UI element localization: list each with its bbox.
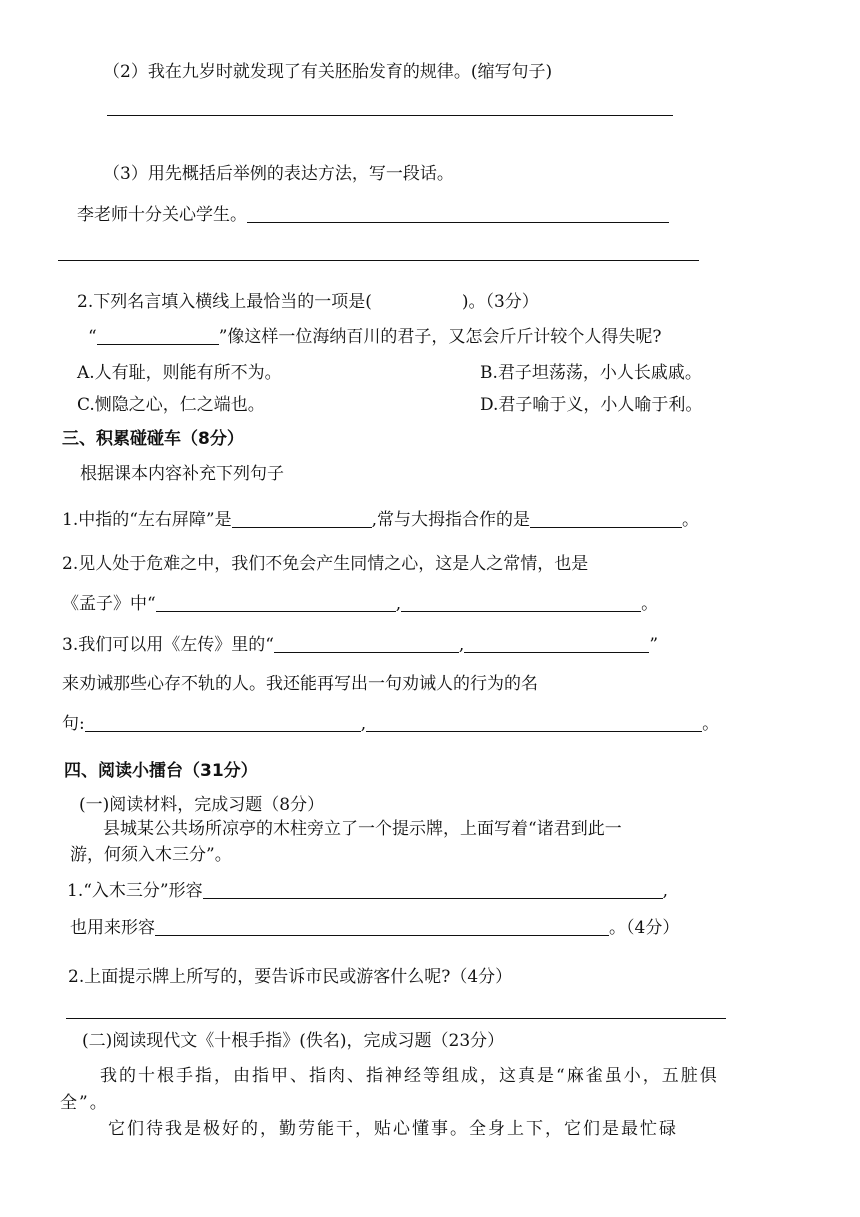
answer-blank[interactable]: [247, 204, 669, 223]
q3-start-sentence: [77, 204, 669, 226]
option-d: D.君子喻于义，小人喻于利。: [480, 395, 703, 415]
section4-title: 四、阅读小擂台（31分）: [64, 761, 258, 781]
r1-q1-text: 1.“入木三分”形容: [67, 881, 203, 901]
answer-blank[interactable]: [530, 509, 682, 528]
q3-start-text: 李老师十分关心学生。: [77, 205, 247, 225]
q3-comma2: ,: [360, 714, 367, 734]
r1-q1-score: 。（4分）: [609, 918, 680, 938]
q3-comma: ,: [458, 635, 465, 655]
r1-q1-comma: ,: [662, 881, 669, 901]
q2-rewrite-prompt: （2）我在九岁时就发现了有关胚胎发育的规律。(缩写句子): [103, 62, 553, 82]
q3-text-a: 3.我们可以用《左传》里的“: [62, 635, 274, 655]
answer-blank[interactable]: [464, 634, 649, 653]
answer-line[interactable]: [107, 115, 673, 116]
proverb-quote-line: [88, 326, 662, 348]
text-line1: 我的十根手指，由指甲、指肉、指神经等组成，这真是“麻雀虽小，五脏俱: [100, 1066, 719, 1086]
section3-title: 三、积累碰碰车（8分）: [62, 429, 244, 449]
proverb-question-stem: [77, 291, 539, 313]
r1-q1-text-b: 也用来形容: [70, 918, 155, 938]
answer-blank[interactable]: [232, 509, 372, 528]
answer-blank[interactable]: [274, 634, 459, 653]
s3-q2-line1: 2.见人处于危难之中，我们不免会产生同情之心，这是人之常情，也是: [62, 554, 589, 574]
stem-score: )。（3分）: [461, 292, 539, 312]
option-a: A.人有耻，则能有所不为。: [77, 363, 282, 383]
option-b: B.君子坦荡荡，小人长戚戚。: [480, 363, 702, 383]
q1-end: 。: [682, 510, 700, 530]
s3-q3-line2: 来劝诫那些心存不轨的人。我还能再写出一句劝诫人的行为的名: [62, 674, 538, 694]
s3-q3-line1: [62, 634, 658, 656]
answer-blank[interactable]: [155, 917, 609, 936]
q3-paragraph-prompt: （3）用先概括后举例的表达方法，写一段话。: [103, 164, 454, 184]
q2-end: 。: [641, 594, 659, 614]
q1-text-a: 1.中指的“左右屏障”是: [62, 510, 232, 530]
s3-q1: [62, 509, 699, 531]
q2-comma: ,: [395, 594, 402, 614]
answer-blank[interactable]: [156, 593, 396, 612]
r1-q1-line2: [70, 917, 679, 939]
answer-line[interactable]: [58, 260, 699, 261]
answer-blank[interactable]: [366, 713, 702, 732]
section3-instruction: 根据课本内容补充下列句子: [80, 464, 284, 484]
quote-open: “: [88, 327, 97, 347]
answer-blank[interactable]: [85, 713, 361, 732]
answer-blank[interactable]: [203, 880, 663, 899]
answer-line[interactable]: [66, 1018, 726, 1019]
reading1-title: (一)阅读材料，完成习题（8分）: [79, 795, 325, 815]
q3-end: 。: [702, 714, 720, 734]
reading2-title: (二)阅读现代文《十根手指》(佚名)，完成习题（23分）: [82, 1031, 505, 1051]
q3-text-a3: 句:: [62, 714, 85, 734]
stem-text: 2.下列名言填入横线上最恰当的一项是(: [77, 292, 372, 312]
text-line3: 它们待我是极好的，勤劳能干，贴心懂事。全身上下，它们是最忙碌: [108, 1119, 678, 1139]
r1-q2: 2.上面提示牌上所写的，要告诉市民或游客什么呢?（4分）: [68, 967, 513, 987]
option-c: C.恻隐之心，仁之端也。: [77, 395, 265, 415]
text-line2: 全”。: [60, 1093, 109, 1113]
s3-q2-line2: [62, 593, 658, 615]
answer-blank[interactable]: [401, 593, 641, 612]
q1-text-b: ,常与大拇指合作的是: [371, 510, 531, 530]
q2-text-a: 《孟子》中“: [62, 594, 156, 614]
s3-q3-line3: [62, 713, 719, 735]
answer-blank[interactable]: [97, 326, 219, 345]
q3-close-quote: ”: [649, 635, 659, 655]
quote-rest: ”像这样一位海纳百川的君子，又怎会斤斤计较个人得失呢?: [218, 327, 662, 347]
passage-line2: 游，何须入木三分”。: [70, 845, 232, 865]
r1-q1-line1: [67, 880, 668, 902]
passage-line1: 县城某公共场所凉亭的木柱旁立了一个提示牌，上面写着“诸君到此一: [103, 819, 622, 839]
